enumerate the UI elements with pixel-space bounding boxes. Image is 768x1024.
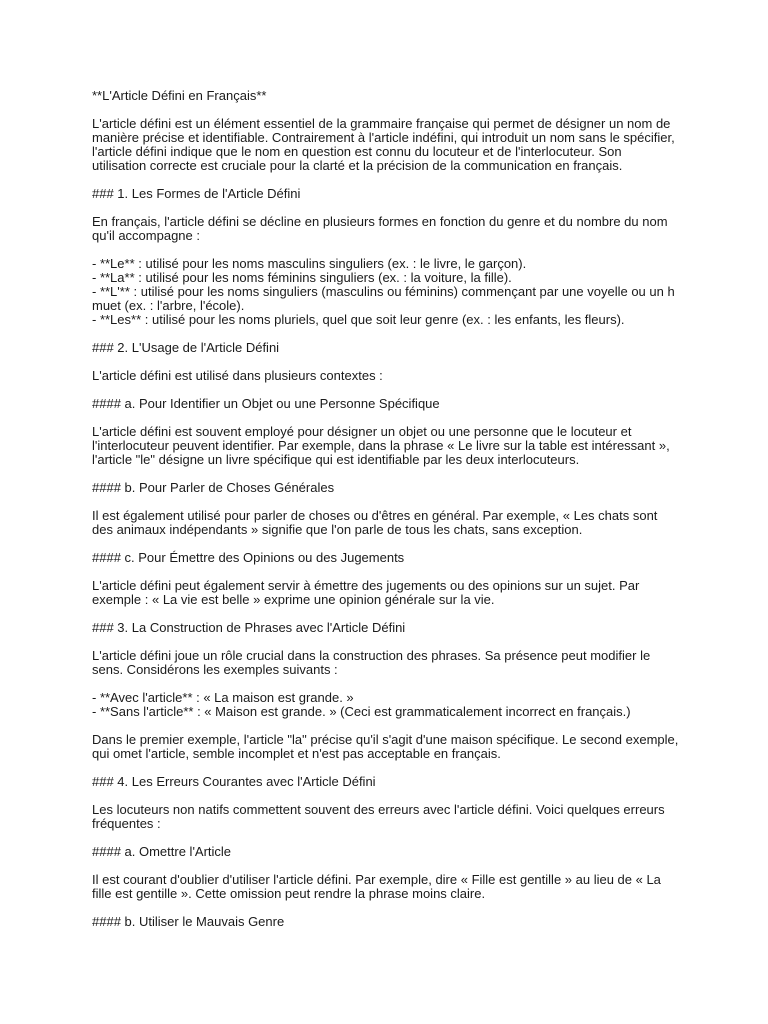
section-heading-construction: ### 3. La Construction de Phrases avec l'Article Défini	[92, 620, 406, 635]
forms-intro-paragraph: En français, l'article défini se décline en plusieurs formes en fonction du genre et du nombre du nom qu'il accompagne :	[92, 214, 668, 243]
construction-paragraph: L'article défini joue un rôle crucial dans la construction des phrases. Sa présence peut modifier le sens. Considérons les exemples suivants :	[92, 648, 651, 677]
omit-article-paragraph: Il est courant d'oublier d'utiliser l'article défini. Par exemple, dire « Fille est gentille » au lieu de « La fille est gentille ». Cette omission peut rendre la phrase moins claire.	[92, 872, 661, 901]
general-paragraph: Il est également utilisé pour parler de choses ou d'êtres en général. Par exemple, « Les chats sont des animaux indépendants » signifie que l'on parle de tous les chats, sans exception.	[92, 508, 658, 537]
errors-intro-paragraph: Les locuteurs non natifs commettent souvent des erreurs avec l'article défini. Voici quelques erreurs fréquentes :	[92, 802, 665, 831]
subheading-omit-article: #### a. Omettre l'Article	[92, 844, 232, 859]
subheading-opinions: #### c. Pour Émettre des Opinions ou des Jugements	[92, 550, 405, 565]
identify-paragraph: L'article défini est souvent employé pour désigner un objet ou une personne que le locuteur et l'interlocuteur peuvent identifier. Par exemple, dans la phrase « Le livre sur la table est intéressant », l'article "le" désigne un livre spécifique qui est identifiable par les deux interlocuteurs.	[92, 424, 670, 467]
construction-examples-list: - **Avec l'article** : « La maison est grande. » - **Sans l'article** : « Maison est grande. » (Ceci est grammaticalement incorrect en français.)	[92, 690, 631, 719]
construction-explanation-paragraph: Dans le premier exemple, l'article "la" précise qu'il s'agit d'une maison spécifique. Le second exemple, qui omet l'article, semble incomplet et n'est pas acceptable en français.	[92, 732, 679, 761]
subheading-identify: #### a. Pour Identifier un Objet ou une Personne Spécifique	[92, 396, 440, 411]
subheading-wrong-gender: #### b. Utiliser le Mauvais Genre	[92, 914, 285, 929]
usage-intro-paragraph: L'article défini est utilisé dans plusieurs contextes :	[92, 368, 383, 383]
forms-list: - **Le** : utilisé pour les noms masculins singuliers (ex. : le livre, le garçon). - **La** : utilisé pour les noms féminins singuliers (ex. : la voiture, la fille). - **L'** : utilisé pour les noms singuliers (masculins ou féminins) commençant par une voyelle ou un h muet (ex. : l'arbre, l'école). - **Les** : utilisé pour les noms pluriels, quel que soit leur genre (ex. : les enfants, les fleurs).	[92, 256, 675, 327]
section-heading-errors: ### 4. Les Erreurs Courantes avec l'Article Défini	[92, 774, 376, 789]
intro-paragraph: L'article défini est un élément essentiel de la grammaire française qui permet de désigner un nom de manière précise et identifiable. Contrairement à l'article indéfini, qui introduit un nom sans le spécifier, l'article défini indique que le nom en question est connu du locuteur et de l'interlocuteur. Son utilisation correcte est cruciale pour la clarté et la précision de la communication en français.	[92, 116, 675, 173]
subheading-general: #### b. Pour Parler de Choses Générales	[92, 480, 335, 495]
section-heading-usage: ### 2. L'Usage de l'Article Défini	[92, 340, 280, 355]
opinions-paragraph: L'article défini peut également servir à émettre des jugements ou des opinions sur un sujet. Par exemple : « La vie est belle » exprime une opinion générale sur la vie.	[92, 578, 640, 607]
document-title: **L'Article Défini en Français**	[92, 88, 267, 103]
section-heading-forms: ### 1. Les Formes de l'Article Défini	[92, 186, 301, 201]
document-page	[92, 89, 682, 943]
